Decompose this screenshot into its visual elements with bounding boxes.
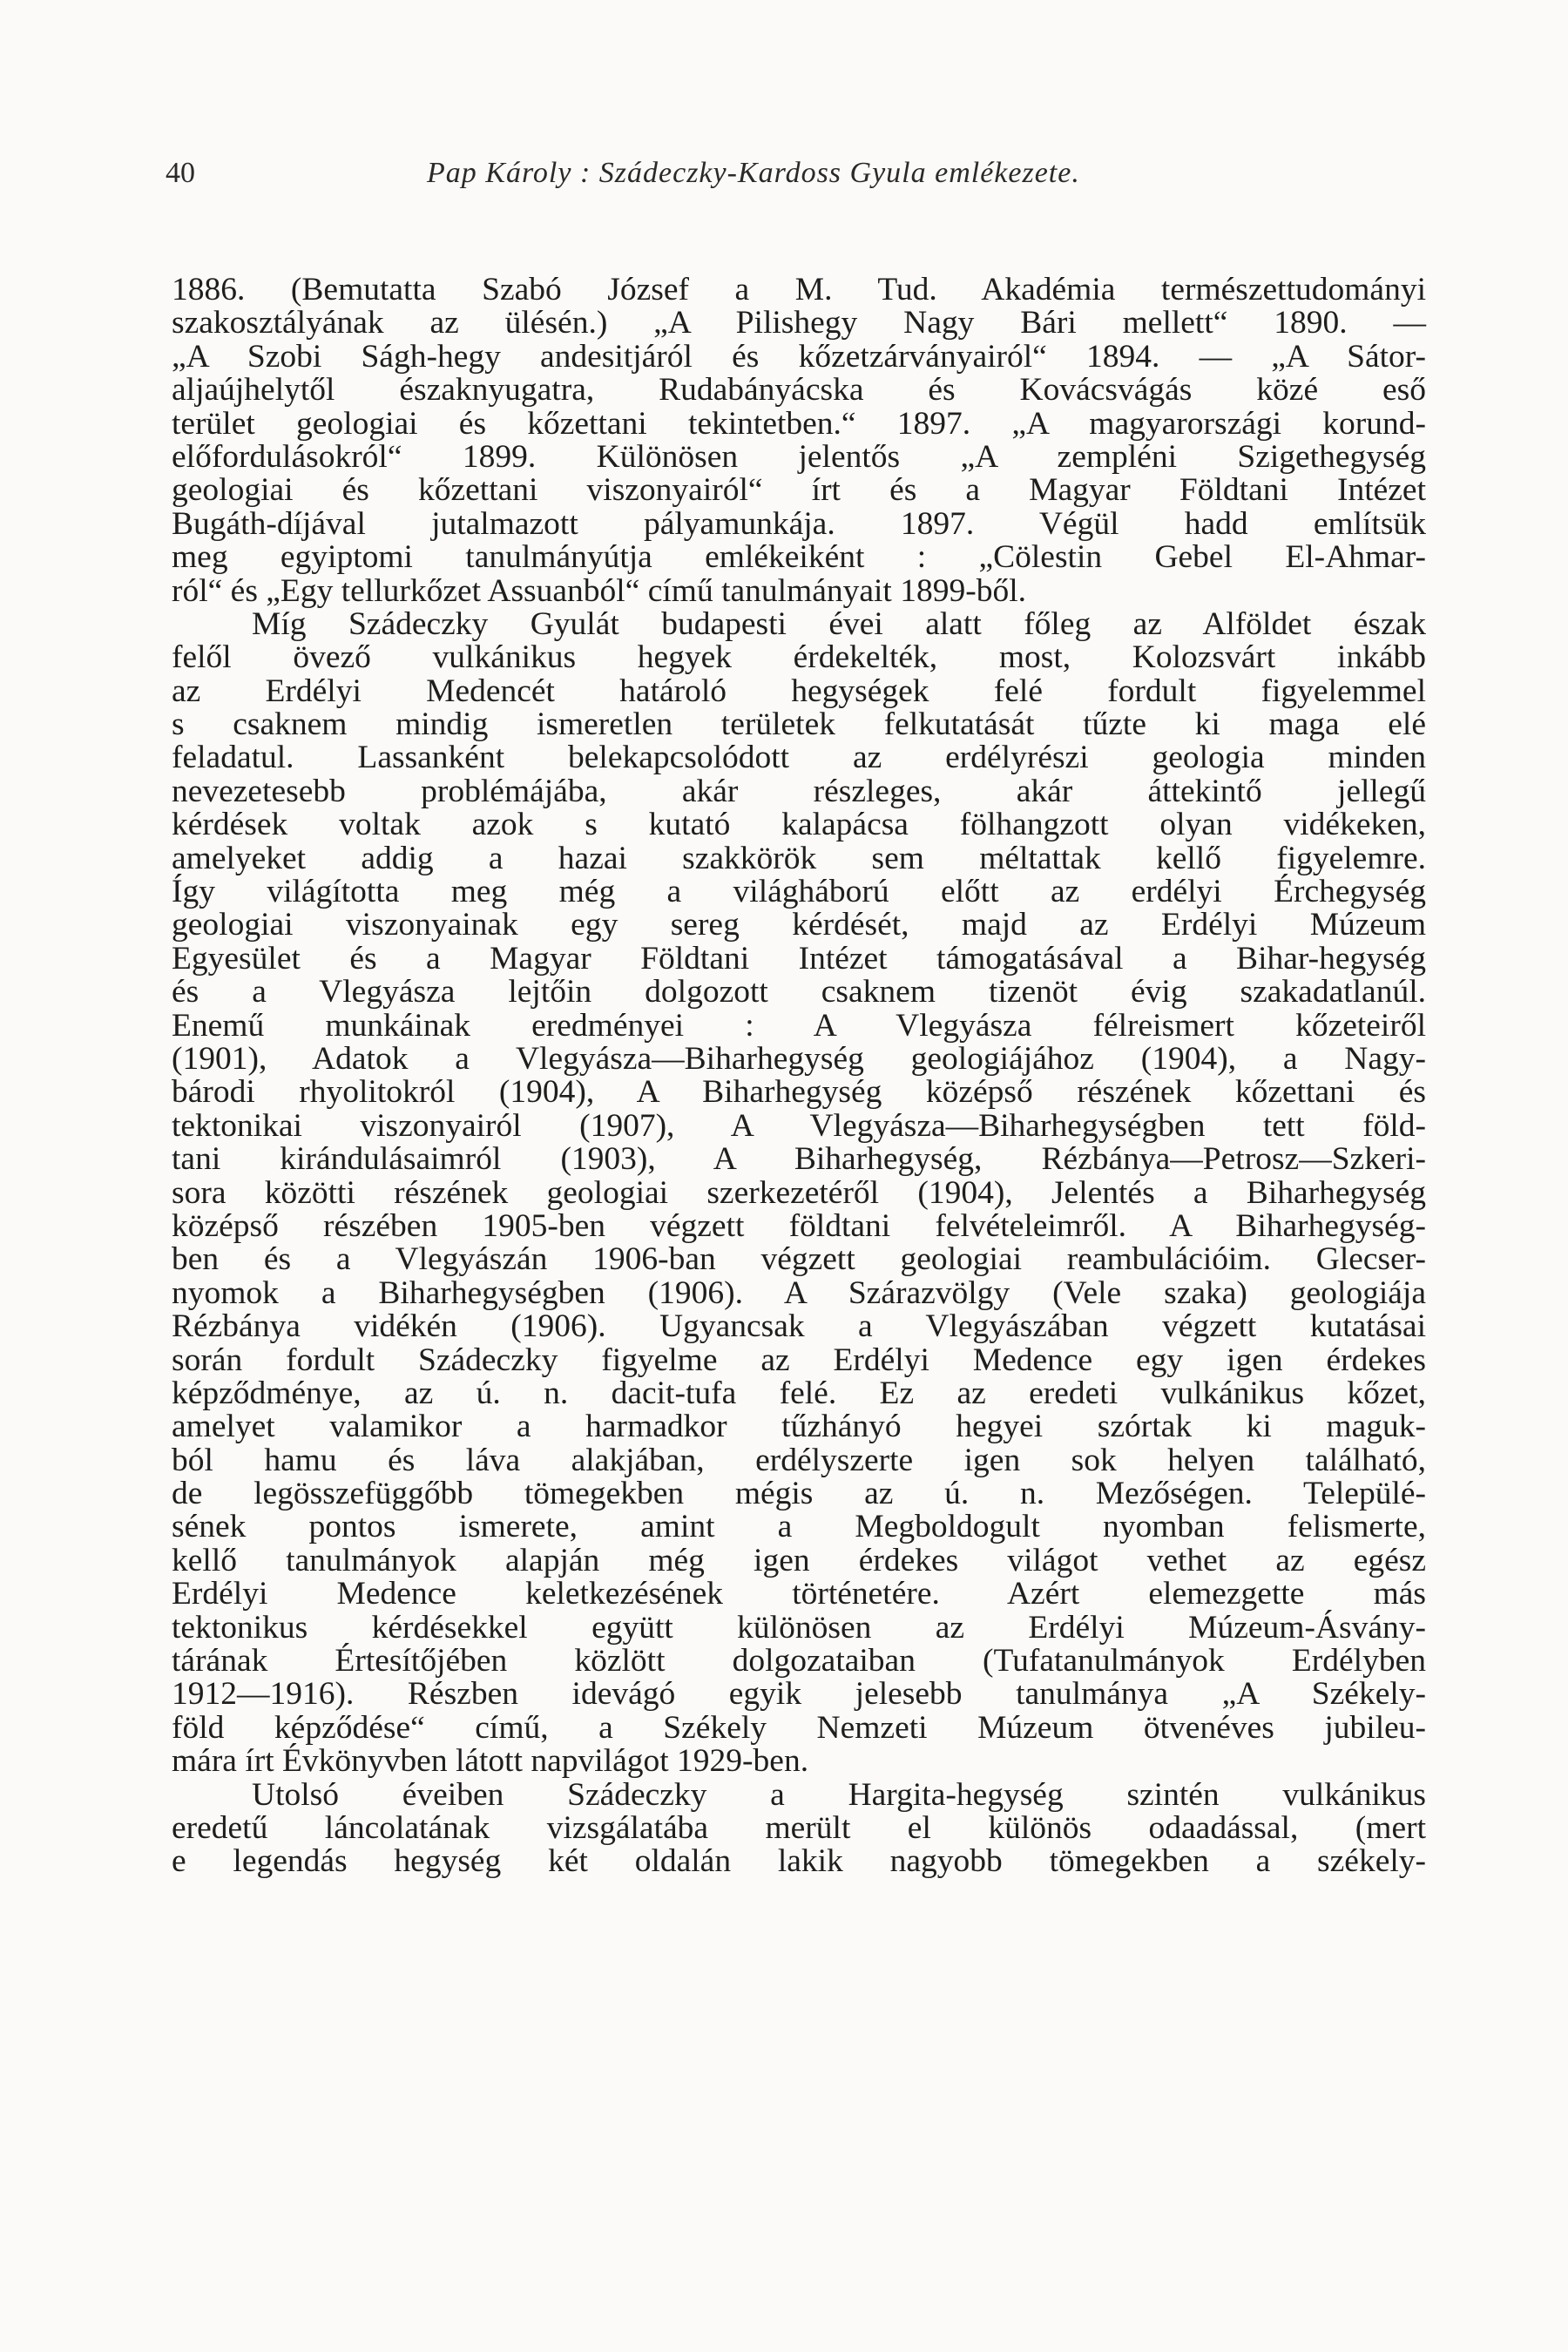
text-line: ról“ és „Egy tellurkőzet Assuanból“ című tanulmányait 1899-ből. bbox=[172, 572, 1027, 609]
text-line: előfordulásokról“ 1899. Különösen jelentős „A zempléni Szigethegység bbox=[172, 438, 1426, 475]
text-line: az Erdélyi Medencét határoló hegységek felé fordult figyelemmel bbox=[172, 672, 1426, 709]
text-line: 1912—1916). Részben idevágó egyik jelesebb tanulmánya „A Székely- bbox=[172, 1676, 1426, 1713]
text-line: s csaknem mindig ismeretlen területek felkutatását tűzte ki maga elé bbox=[172, 706, 1426, 743]
text-line: (1901), Adatok a Vlegyásza—Biharhegység geologiájához (1904), a Nagy- bbox=[172, 1040, 1426, 1077]
text-line: Utolsó éveiben Szádeczky a Hargita-hegység szintén vulkánikus bbox=[252, 1776, 1426, 1813]
text-line: nyomok a Biharhegységben (1906). A Szárazvölgy (Vele szaka) geologiája bbox=[172, 1274, 1426, 1311]
text-line: bárodi rhyolitokról (1904), A Biharhegység középső részének kőzettani és bbox=[172, 1074, 1426, 1111]
text-line: geologiai és kőzettani viszonyairól“ írt és a Magyar Földtani Intézet bbox=[172, 472, 1426, 509]
text-line: aljaújhelytől északnyugatra, Rudabányácska és Kovácsvágás közé eső bbox=[172, 372, 1426, 409]
text-line: e legendás hegység két oldalán lakik nagyobb tömegekben a székely- bbox=[172, 1843, 1426, 1880]
text-line: tani kirándulásaimról (1903), A Biharhegység, Rézbánya—Petrosz—Szkeri- bbox=[172, 1141, 1426, 1178]
text-line: kellő tanulmányok alapján még igen érdekes világot vethet az egész bbox=[172, 1542, 1426, 1578]
text-line: „A Szobi Ságh-hegy andesitjáról és kőzetzárványairól“ 1894. — „A Sátor- bbox=[172, 338, 1426, 375]
text-line: Erdélyi Medence keletkezésének történetére. Azért elemezgette más bbox=[172, 1576, 1426, 1612]
text-line: mára írt Évkönyvben látott napvilágot 1929-ben. bbox=[172, 1743, 809, 1780]
text-line: Így világította meg még a világháború előtt az erdélyi Érchegység bbox=[172, 874, 1426, 910]
text-line: föld képződése“ című, a Székely Nemzeti Múzeum ötvenéves jubileu- bbox=[172, 1709, 1426, 1746]
text-line: ból hamu és láva alakjában, erdélyszerte igen sok helyen található, bbox=[172, 1442, 1426, 1478]
text-line: 1886. (Bemutatta Szabó József a M. Tud. Akadémia természettudományi bbox=[172, 272, 1426, 308]
text-line: tektonikus kérdésekkel együtt különösen az Erdélyi Múzeum-Ásvány- bbox=[172, 1609, 1426, 1646]
text-line: feladatul. Lassanként belekapcsolódott az erdélyrészi geologia minden bbox=[172, 740, 1426, 776]
text-line: Míg Szádeczky Gyulát budapesti évei alatt főleg az Alföldet észak bbox=[252, 605, 1426, 642]
running-head: Pap Károly : Szádeczky-Kardoss Gyula emlékezete. bbox=[427, 157, 1080, 189]
text-line: amelyet valamikor a harmadkor tűzhányó hegyei szórtak ki maguk- bbox=[172, 1409, 1426, 1445]
text-line: kérdések voltak azok s kutató kalapácsa fölhangzott olyan vidékeken, bbox=[172, 807, 1426, 843]
text-line: és a Vlegyásza lejtőin dolgozott csaknem tizenöt évig szakadatlanúl. bbox=[172, 974, 1426, 1010]
text-line: geologiai viszonyainak egy sereg kérdését, majd az Erdélyi Múzeum bbox=[172, 907, 1426, 943]
text-line: meg egyiptomi tanulmányútja emlékeiként : „Cölestin Gebel El-Ahmar- bbox=[172, 539, 1426, 576]
text-line: képződménye, az ú. n. dacit-tufa felé. Ez az eredeti vulkánikus kőzet, bbox=[172, 1375, 1426, 1411]
text-line: Enemű munkáinak eredményei : A Vlegyásza félreismert kőzeteiről bbox=[172, 1007, 1426, 1044]
text-line: középső részében 1905-ben végzett földtani felvételeimről. A Biharhegység- bbox=[172, 1207, 1426, 1244]
page-header bbox=[166, 157, 1437, 200]
text-line: eredetű láncolatának vizsgálatába merült el különös odaadással, (mert bbox=[172, 1809, 1426, 1846]
page-number: 40 bbox=[166, 157, 195, 189]
text-line: terület geologiai és kőzettani tekintetben.“ 1897. „A magyarországi korund- bbox=[172, 405, 1426, 442]
text-line: Bugáth-díjával jutalmazott pályamunkája. 1897. Végül hadd említsük bbox=[172, 505, 1426, 542]
text-line: felől övező vulkánikus hegyek érdekelték, most, Kolozsvárt inkább bbox=[172, 639, 1426, 676]
text-line: Rézbánya vidékén (1906). Ugyancsak a Vlegyászában végzett kutatásai bbox=[172, 1308, 1426, 1345]
text-line: szakosztályának az ülésén.) „A Pilishegy Nagy Bári mellett“ 1890. — bbox=[172, 305, 1426, 341]
text-line: tárának Értesítőjében közlött dolgozataiban (Tufatanulmányok Erdélyben bbox=[172, 1643, 1426, 1680]
text-line: Egyesület és a Magyar Földtani Intézet támogatásával a Bihar-hegység bbox=[172, 940, 1426, 977]
text-line: de legösszefüggőbb tömegekben mégis az ú. n. Mezőségen. Települé- bbox=[172, 1476, 1426, 1512]
text-line: nevezetesebb problémájába, akár részleges, akár áttekintő jellegű bbox=[172, 773, 1426, 809]
text-line: tektonikai viszonyairól (1907), A Vlegyásza—Biharhegységben tett föld- bbox=[172, 1107, 1426, 1144]
body-text bbox=[172, 274, 1426, 1879]
text-line: sének pontos ismerete, amint a Megboldogult nyomban felismerte, bbox=[172, 1509, 1426, 1545]
text-line: amelyeket addig a hazai szakkörök sem méltattak kellő figyelemre. bbox=[172, 840, 1426, 876]
text-line: során fordult Szádeczky figyelme az Erdélyi Medence egy igen érdekes bbox=[172, 1342, 1426, 1378]
text-line: sora közötti részének geologiai szerkezetéről (1904), Jelentés a Biharhegység bbox=[172, 1174, 1426, 1211]
text-line: ben és a Vlegyászán 1906-ban végzett geologiai reambulációim. Glecser- bbox=[172, 1241, 1426, 1278]
